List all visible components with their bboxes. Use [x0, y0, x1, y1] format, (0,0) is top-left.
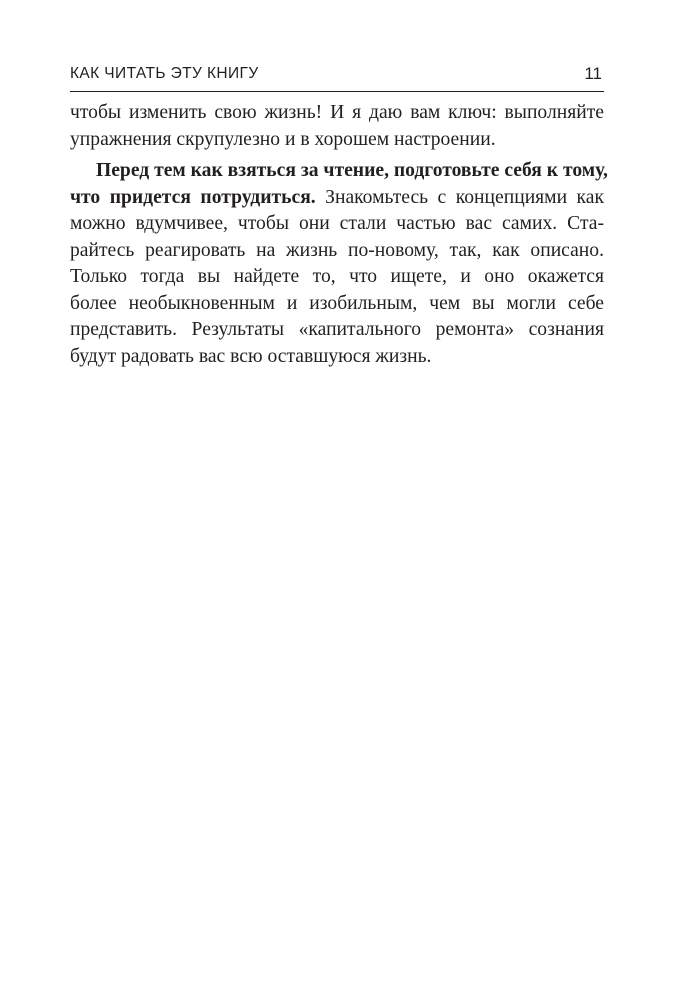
text-run: Знакомьтесь с концепциями как [315, 186, 604, 208]
text-line: можно вдумчивее, чтобы они стали частью вас самих. Ста- [70, 213, 604, 234]
paragraph [70, 100, 604, 153]
text-line: райтесь реагировать на жизнь по-новому, так, как описано. [70, 239, 604, 261]
running-head [70, 64, 604, 86]
body-text [70, 100, 608, 370]
page-number: 11 [584, 64, 602, 83]
bold-lead-text: что придется потрудиться. [70, 186, 316, 208]
running-title: КАК ЧИТАТЬ ЭТУ КНИГУ [70, 65, 259, 82]
text-line: упражнения скрупулезно и в хорошем настроении. [70, 128, 496, 150]
text-line: Только тогда вы найдете то, что ищете, и оно окажется [70, 266, 604, 287]
text-line [70, 185, 604, 212]
text-line: более необыкновенным и изобильным, чем вы могли себе [70, 292, 604, 314]
text-line: представить. Результаты «капитального ремонта» сознания [70, 319, 604, 340]
bold-lead-text: Перед тем как взяться за чтение, подготовьте себя к тому, [96, 160, 608, 181]
text-line [70, 158, 608, 185]
text-line: чтобы изменить свою жизнь! И я даю вам ключ: выполняйте [70, 102, 604, 123]
paragraph [70, 158, 608, 370]
header-rule [70, 91, 604, 92]
text-line: будут радовать вас всю оставшуюся жизнь. [70, 345, 432, 367]
